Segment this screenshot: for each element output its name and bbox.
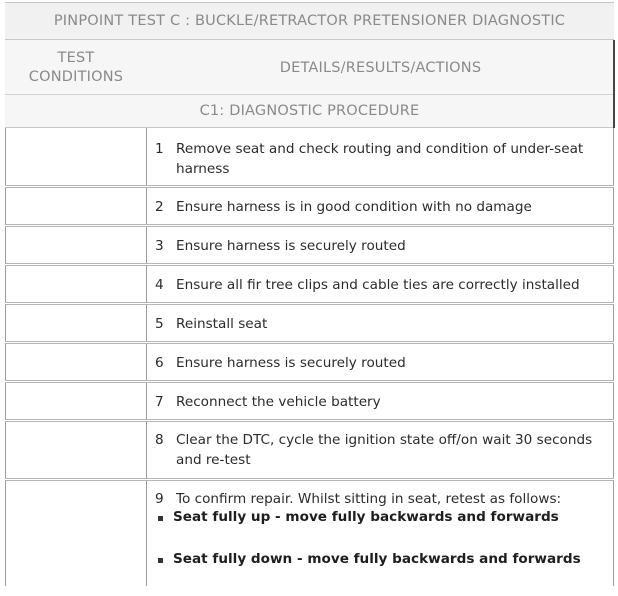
step-number: 2 [155,199,164,215]
step-number: 6 [155,355,164,371]
table-row-step-2 [5,188,614,227]
table-row-step-7 [5,383,614,422]
column-header-details: DETAILS/RESULTS/ACTIONS [279,59,482,76]
table-title: PINPOINT TEST C : BUCKLE/RETRACTOR PRETENSIONER DIAGNOSTIC [5,2,614,40]
step-number: 8 [155,432,164,448]
step-number: 5 [155,316,164,332]
step-text: Ensure harness is securely routed [176,238,406,254]
step-cell [155,139,608,179]
step-cell [155,353,608,373]
step-text: Ensure harness is in good condition with no damage [176,199,532,215]
table-row-step-5 [5,305,614,344]
bullet-item [155,509,559,525]
step-cell [155,392,608,412]
column-header-test-conditions [5,40,147,95]
step-text: Ensure harness is securely routed [176,355,406,371]
table-row-step-4 [5,266,614,305]
bullet-square-icon [158,516,163,521]
table-row-step-1 [5,128,614,188]
step-number: 4 [155,277,164,293]
step-text: Clear the DTC, cycle the ignition state off/on wait 30 seconds and re-test [176,432,593,468]
bullet-text: Seat fully up - move fully backwards and forwards [173,509,559,525]
column-header-row [5,40,614,95]
column-header-test-conditions-line1: TEST [57,49,95,66]
table-row-step-3 [5,227,614,266]
step-number: 1 [155,141,164,157]
procedure-subheading: C1: DIAGNOSTIC PROCEDURE [5,95,614,128]
step-cell [155,275,608,295]
step-number: 3 [155,238,164,254]
step-text: Remove seat and check routing and condition of under-seat harness [176,141,584,177]
step-text: Reinstall seat [176,316,268,332]
table-row-step-8 [5,422,614,481]
step-text: Ensure all fir tree clips and cable ties are correctly installed [176,277,580,293]
step-number: 9 [155,491,164,507]
column-header-test-conditions-line2: CONDITIONS [28,68,124,85]
table-right-border [613,40,615,128]
step-cell [155,430,608,470]
bullet-square-icon [158,558,163,563]
step-cell [155,314,608,334]
bullet-item [155,551,581,567]
table-row-step-6 [5,344,614,383]
step-cell [155,197,608,217]
step-number: 7 [155,394,164,410]
step-text: To confirm repair. Whilst sitting in seat, retest as follows: [176,491,562,507]
step-cell [155,489,608,509]
table-row-step-9 [5,481,614,586]
step-text: Reconnect the vehicle battery [176,394,381,410]
step-cell [155,236,608,256]
bullet-text: Seat fully down - move fully backwards and forwards [173,551,581,567]
